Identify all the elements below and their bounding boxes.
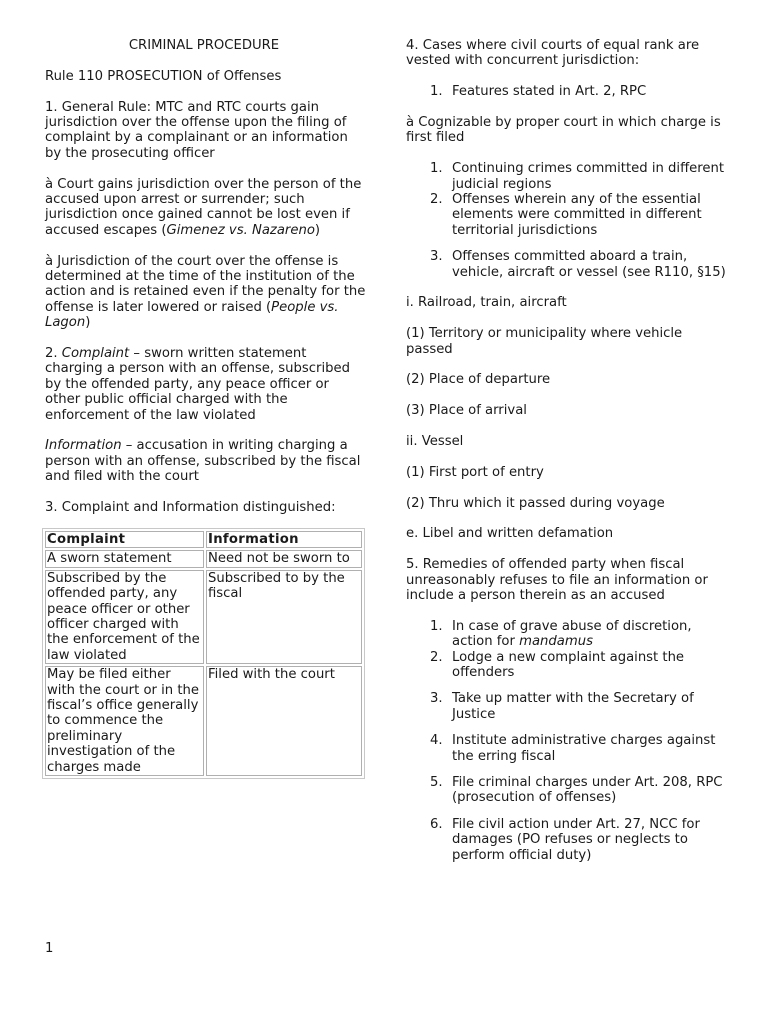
table-row [45,666,362,776]
list-item: 1. Continuing crimes committed in different judicial regions [430,161,725,192]
general-rule-paragraph: 1. General Rule: MTC and RTC courts gain jurisdiction over the offense upon the filing of complaint by a complainant or an information by the prosecuting officer [45,99,348,161]
arrival-item: (3) Place of arrival [406,403,527,419]
list-item: 3. Take up matter with the Secretary of Justice [430,691,694,722]
distinguished-heading: 3. Complaint and Information distinguished: [45,500,336,516]
table-cell: May be filed either with the court or in the fiscal’s office generally to commence the preliminary investigation of the charges made [45,666,204,776]
cognizable-paragraph: à Cognizable by proper court in which charge is first filed [406,115,721,146]
table-cell: Subscribed to by the fiscal [206,570,362,664]
concurrent-jurisdiction-heading: 4. Cases where civil courts of equal rank are vested with concurrent jurisdiction: [406,38,700,69]
table-cell: Need not be sworn to [206,550,362,567]
list-item: 3. Offenses committed aboard a train, vehicle, aircraft or vessel (see R110, §15) [430,249,726,280]
port-entry-item: (1) First port of entry [406,464,544,480]
table-cell: A sworn statement [45,550,204,567]
list-item: 2. Offenses wherein any of the essential elements were committed in different territorial jurisdictions [430,192,702,238]
list-item: 1. In case of grave abuse of discretion, action for mandamus [430,618,692,650]
list-item: 4. Institute administrative charges against the erring fiscal [430,733,716,764]
vessel-heading: ii. Vessel [406,434,464,450]
remedies-heading: 5. Remedies of offended party when fiscal unreasonably refuses to file an information or include a person therein as an accused [406,557,708,604]
right-column [406,38,728,879]
table-row [45,570,362,664]
libel-item: e. Libel and written defamation [406,526,614,542]
jurisdiction-person-paragraph: à Court gains jurisdiction over the person of the accused upon arrest or surrender; such jurisdiction once gained cannot be lost even if accused escapes (Gimenez vs. Nazareno) [45,176,362,238]
territory-item: (1) Territory or municipality where vehicle passed [406,326,683,357]
left-column [45,38,367,779]
complaint-definition: 2. Complaint – sworn written statement charging a person with an offense, subscribed by the offended party, any peace officer or other public official charged with the enforcement of the law violated [45,346,350,423]
voyage-item: (2) Thru which it passed during voyage [406,495,665,511]
complaint-information-table [42,528,365,779]
railroad-heading: i. Railroad, train, aircraft [406,295,567,311]
table-header-row [45,531,362,548]
table-row [45,550,362,567]
remedies-list [406,619,728,863]
list-item: 1. Features stated in Art. 2, RPC [430,84,647,100]
table-header: Information [206,531,362,548]
list-item: 5. File criminal charges under Art. 208, RPC (prosecution of offenses) [430,775,723,806]
case-citation: People vs. Lagon [45,299,339,331]
information-definition: Information – accusation in writing charging a person with an offense, subscribed by the fiscal and filed with the court [45,438,361,485]
features-list [406,84,728,99]
departure-item: (2) Place of departure [406,372,551,388]
table-cell: Subscribed by the offended party, any peace officer or other officer charged with the enforcement of the law violated [45,570,204,664]
rule-title: Rule 110 PROSECUTION of Offenses [45,68,282,84]
page-number: 1 [45,941,54,956]
jurisdiction-offense-paragraph: à Jurisdiction of the court over the offense is determined at the time of the institution of the action and is retained even if the penalty for the offense is later lowered or raised (People vs. Lagon) [45,253,366,331]
case-citation: Gimenez vs. Nazareno [166,222,315,238]
crimes-list [406,161,728,280]
list-item: 6. File civil action under Art. 27, NCC for damages (PO refuses or neglects to perform official duty) [430,816,700,863]
table-cell: Filed with the court [206,666,362,776]
document-title: CRIMINAL PROCEDURE [128,38,280,53]
list-item: 2. Lodge a new complaint against the offenders [430,649,685,681]
table-header: Complaint [45,531,204,548]
